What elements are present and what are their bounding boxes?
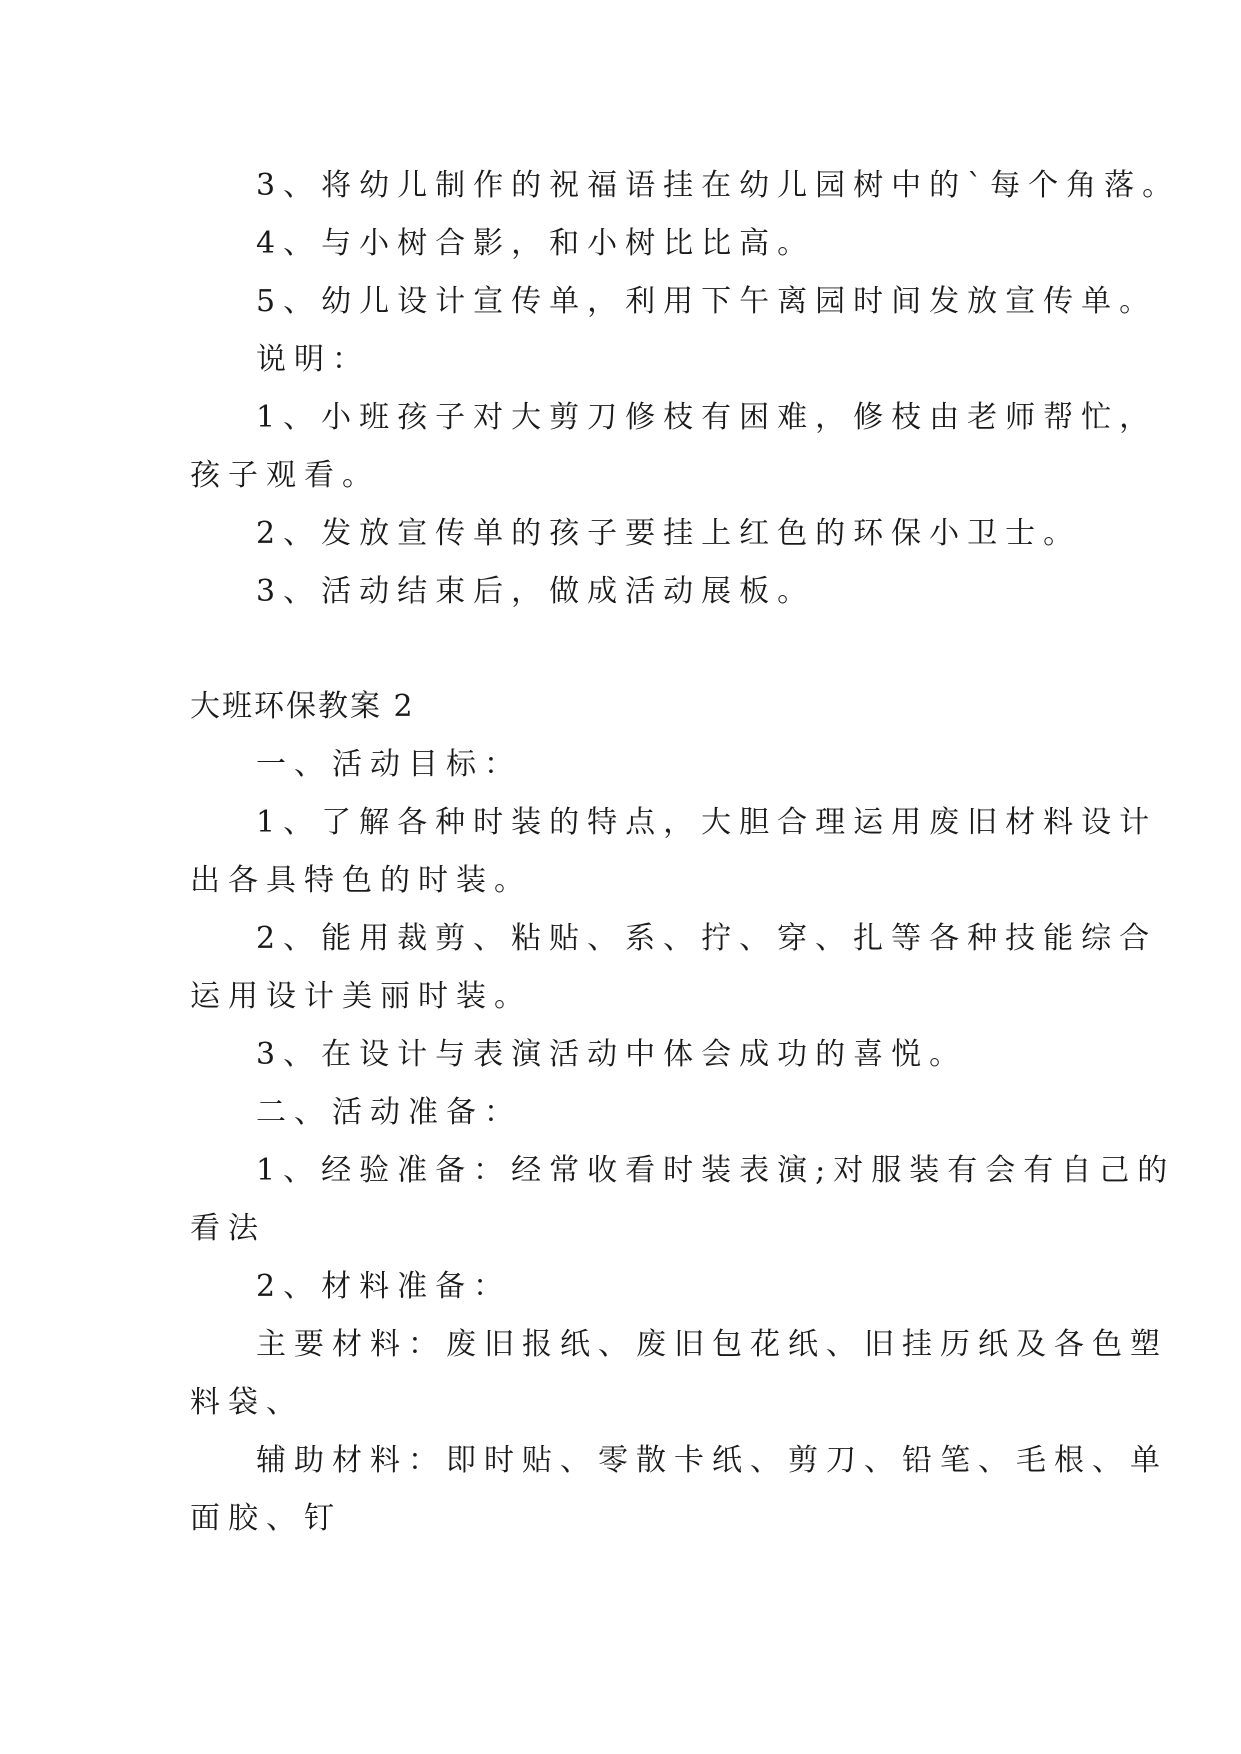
goal-2-line-2: 运用设计美丽时装。	[190, 979, 532, 1014]
prep-heading: 二、活动准备：	[256, 1095, 522, 1130]
main-materials-line-2: 料袋、	[190, 1385, 304, 1420]
goal-1-line-1: 1、了解各种时装的特点，大胆合理运用废旧材料设计	[256, 805, 1158, 840]
section1-item-5: 5、幼儿设计宣传单，利用下午离园时间发放宣传单。	[256, 284, 1158, 319]
note-label: 说明：	[256, 342, 370, 377]
note-1-line-2: 孩子观看。	[190, 458, 380, 493]
prep-2: 2、材料准备：	[256, 1269, 512, 1304]
main-materials-line-1: 主要材料：废旧报纸、废旧包花纸、旧挂历纸及各色塑	[256, 1327, 1168, 1362]
aux-materials-line-2: 面胶、钉	[190, 1501, 342, 1536]
goal-3: 3、在设计与表演活动中体会成功的喜悦。	[256, 1037, 968, 1072]
note-1-line-1: 1、小班孩子对大剪刀修枝有困难，修枝由老师帮忙，	[256, 400, 1158, 435]
prep-1-line-2: 看法	[190, 1211, 266, 1246]
prep-1-line-1: 1、经验准备：经常收看时装表演;对服装有会有自己的	[256, 1153, 1176, 1188]
section1-item-4: 4、与小树合影，和小树比比高。	[256, 226, 816, 261]
section-title: 大班环保教案 2	[190, 689, 415, 724]
goals-heading: 一、活动目标：	[256, 747, 522, 782]
note-2: 2、发放宣传单的孩子要挂上红色的环保小卫士。	[256, 516, 1082, 551]
aux-materials-line-1: 辅助材料：即时贴、零散卡纸、剪刀、铅笔、毛根、单	[256, 1443, 1168, 1478]
note-3: 3、活动结束后，做成活动展板。	[256, 574, 816, 609]
section1-item-3: 3、将幼儿制作的祝福语挂在幼儿园树中的`每个角落。	[256, 168, 1181, 203]
goal-2-line-1: 2、能用裁剪、粘贴、系、拧、穿、扎等各种技能综合	[256, 921, 1158, 956]
goal-1-line-2: 出各具特色的时装。	[190, 863, 532, 898]
